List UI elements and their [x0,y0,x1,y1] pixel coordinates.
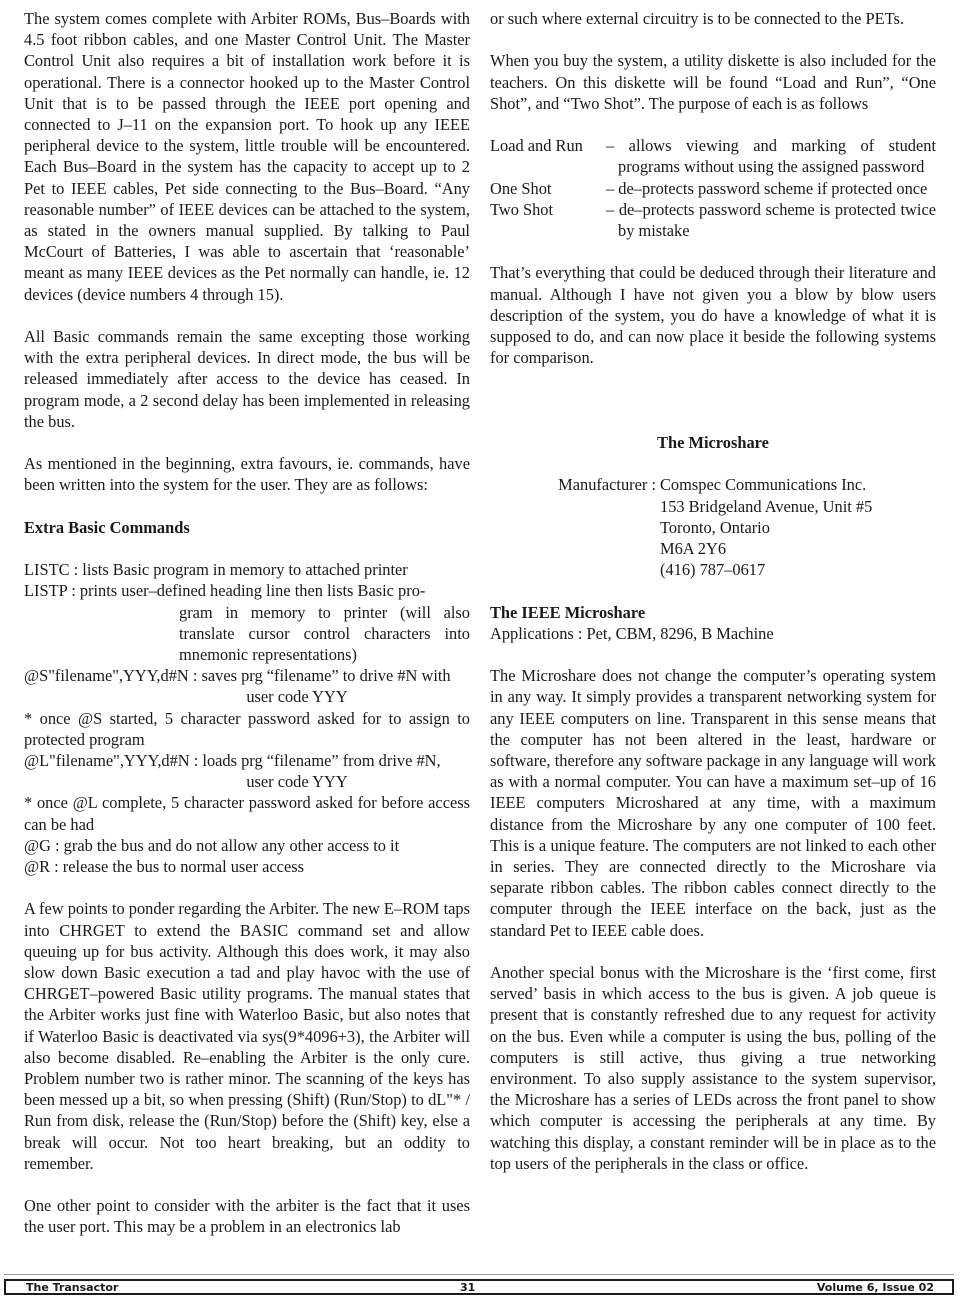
command-grab: @G : grab the bus and do not allow any other access to it [24,835,400,855]
address-line: (416) 787–0617 [660,560,766,580]
section-title-microshare: The Microshare [657,432,769,452]
footer-issue: Volume 6, Issue 02 [816,1280,934,1294]
definition-one-shot [490,178,936,199]
command-save-line1: @S"filename",YYY,d#N : saves prg “filename” to drive #N with [24,666,451,686]
command-load [24,750,470,792]
footer-page-number: 31 [459,1280,476,1294]
paragraph-user-port: One other point to consider with the arbiter is the fact that it uses the user port. This may be a problem in an electronics lab [24,1196,470,1237]
command-load-note: * once @L complete, 5 character password asked for before access can be had [24,793,470,834]
heading-ieee-microshare: The IEEE Microshare [490,602,646,622]
paragraph-microshare-description: The Microshare does not change the computer’s operating system in any way. It simply provides a transparent networking system for any IEEE computers on line. Transparent in this sense means that the computer has not been altered in the least, hardware or software, therefore any software package in any language will work as with a normal computer. You can have a maximum set–up of 16 IEEE computers Microshared at any time, with a maximum distance from the Microshare by any one computer of 100 feet. This is a unique feature. The computers are not linked to each other in series. They are connected directly to the Microshare via separate ribbon cables. The ribbon cables connect directly to the computer through the IEEE interface on the back, just as the standard Pet to IEEE cable does. [490,666,936,940]
paragraph-extra-favours: As mentioned in the beginning, extra favours, ie. commands, have been written into the system for the user. They are as follows: [24,454,470,495]
definition-desc: – de–protects password scheme if protected once [606,178,928,198]
definition-load-and-run [490,135,936,177]
command-listc: LISTC : lists Basic program in memory to attached printer [24,560,408,580]
command-list [24,559,470,877]
definition-two-shot [490,199,936,241]
manufacturer-address [660,474,872,580]
address-line: Comspec Communications Inc. [660,475,867,495]
command-save-note: * once @S started, 5 character password asked for to assign to protected program [24,708,470,749]
left-column [24,8,470,1259]
paragraph-summary: That’s everything that could be deduced through their literature and manual. Although I have not given you a blow by blow users description of the system, you do have a knowledge of what it is supposed to do, and can now place it beside the following systems for comparison. [490,263,936,368]
right-column [490,8,936,1195]
definition-term: Two Shot [490,199,554,219]
paragraph-system-contents: The system comes complete with Arbiter ROMs, Bus–Boards with 4.5 foot ribbon cables, and one Master Control Unit. The Master Control Unit also requires a bit of installation work before it is operational. There is a connector hooked up to the Master Control Unit that is to be passed through the IEEE port opening and connected to J–11 on the expansion port. To hook up any IEEE peripheral device to the system, little trouble will be encountered. Each Bus–Board in the system has the capacity to accept up to 2 Pet to IEEE cables, Pet side connecting to the Bus–Board. “Any reasonable number” of IEEE devices can be attached to the system, as stated in the owners manual supplied. By talking to Paul McCourt of Batteries, I was able to ascertain that ‘reasonable’ meant as many IEEE devices as the Pet normally can handle, ie. 12 devices (device numbers 4 through 15). [24,9,470,304]
paragraph-utility-diskette: When you buy the system, a utility diskette is also included for the teachers. On this diskette will be found “Load and Run”, “One Shot”, and “Two Shot”. The purpose of each is as follows [490,51,936,113]
command-load-cont: user code YYY [246,772,348,792]
address-line: 153 Bridgeland Avenue, Unit #5 [660,496,873,516]
command-save [24,665,470,707]
paragraph-basic-commands: All Basic commands remain the same excepting those working with the extra peripheral devices. In direct mode, the bus will be released immediately after access to the device has ceased. In program mode, a 2 second delay has been implemented in releasing the bus. [24,327,470,431]
paragraph-continued: or such where external circuitry is to be connected to the PETs. [490,9,904,28]
address-line: Toronto, Ontario [660,517,770,537]
definition-list [490,135,936,241]
footer-rule [4,1274,954,1275]
definition-term: One Shot [490,178,552,198]
command-release: @R : release the bus to normal user access [24,857,304,877]
manufacturer-block [490,474,936,580]
footer-publication: The Transactor [26,1280,119,1294]
heading-extra-basic-commands: Extra Basic Commands [24,517,190,537]
manufacturer-label: Manufacturer : [558,475,656,495]
paragraph-arbiter-points: A few points to ponder regarding the Arbiter. The new E–ROM taps into CHRGET to extend the BASIC command set and allow queuing up for bus activity. Although this does work, it may also slow down Basic execution a tad and play havoc with the use of CHRGET–powered Basic utility programs. The manual states that the Arbiter works just fine with Waterloo Basic, but also notes that if Waterloo Basic is deactivated via sys(9*4096+3), the Arbiter will also become disabled. Re–enabling the Arbiter is the only cure. Problem number two is rather minor. The scanning of the keys has been messed up a bit, so when pressing (Shift) (Run/Stop) to dL"* / Run from disk, release the (Run/Stop) before the (Shift) key, else a break will occur. Not too heart breaking, but an oddity to remember. [24,899,470,1173]
paragraph-microshare-bonus: Another special bonus with the Microshare is the ‘first come, first served’ basis in which access to the bus is given. A job queue is present that is constantly refreshed due to any request for activity on the bus. Even while a computer is using the bus, polling of the computers is still active, thus giving a true networking environment. To also supply assistance to the system supervisor, the Microshare has a series of LEDs across the front panel to show which computer is accessing the peripherals at any time. By watching this display, a constant reminder will be in place as to the top users of the peripherals in the class or office. [490,962,936,1173]
command-listp-line1: LISTP : prints user–defined heading line then lists Basic pro- [24,581,426,601]
page-footer [4,1279,954,1295]
applications-line: Applications : Pet, CBM, 8296, B Machine [490,623,774,643]
command-listp [24,580,470,665]
command-listp-cont: gram in memory to printer (will also translate cursor control characters into mnemonic representations) [179,602,470,665]
definition-desc: – de–protects password scheme is protected twice by mistake [606,199,936,240]
address-line: M6A 2Y6 [660,538,727,558]
command-load-line1: @L"filename",YYY,d#N : loads prg “filename” from drive #N, [24,751,441,771]
definition-desc: – allows viewing and marking of student programs without using the assigned password [606,136,936,177]
definition-term: Load and Run [490,136,583,156]
command-save-cont: user code YYY [246,687,348,707]
